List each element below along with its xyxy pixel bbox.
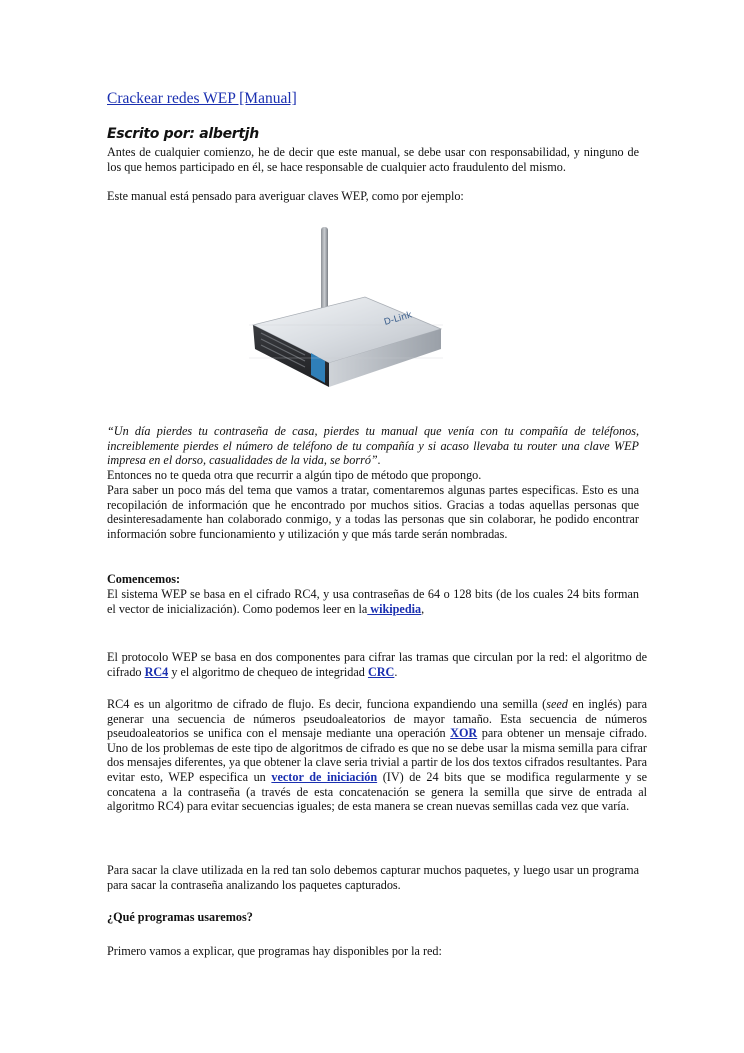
programs-heading: ¿Qué programas usaremos? <box>107 910 253 924</box>
topic-paragraph: Para saber un poco más del tema que vamos a tratar, comentaremos algunas partes especificas. Esto es una recopilación de información que he encontrado por muchos sitios. Gracias a todas aquellas personas que desinteresadamente han colaborado conmigo, y a todas las personas que sin colaborar, he podido encontrar información sobre funcionamiento y utilización y que más tarde serán nombradas. <box>107 483 639 541</box>
protocol-text-2: y el algoritmo de chequeo de integridad <box>168 664 368 679</box>
comencemos-text: El sistema WEP se basa en el cifrado RC4, y usa contraseñas de 64 o 128 bits (de los cuales 24 bits forman el vector de inicialización). Como podemos leer en la <box>107 587 639 616</box>
router-image <box>245 225 445 395</box>
capture-paragraph: Para sacar la clave utilizada en la red tan solo debemos capturar muchos paquetes, y luego usar un programa para sacar la contraseña analizando los paquetes capturados. <box>107 863 639 892</box>
intro-paragraph-2: Este manual está pensado para averiguar claves WEP, como por ejemplo: <box>107 189 464 203</box>
rc4-text-3: para obtener un mensaje cifrado. Uno de los problemas de este tipo de algoritmos de cifrado es que no se debe usar la misma semilla para cifrar dos mensajes diferentes, ya que obtener la clave seria trivial a partir de los dos textos cifrados resultantes. Para evitar esto, WEP especifica un <box>107 726 647 784</box>
rc4-paragraph <box>107 697 647 814</box>
comencemos-after: , <box>421 601 425 616</box>
intro-paragraph-1: Antes de cualquier comienzo, he de decir que este manual, se debe usar con responsabilidad, y ninguno de los que hemos participado en él, se hace responsable de cualquier acto fraudulento del mismo. <box>107 145 639 174</box>
comencemos-paragraph <box>107 587 639 616</box>
protocol-text-3: . <box>394 664 398 679</box>
rc4-text-4: (IV) de 24 bits que se modifica regularmente y se concatena a la contraseña (a través de esta concatenación se genera la semilla que sirve de entrada al algoritmo RC4) para evitar secuencias iguales; de esta manera se crean nuevas semillas cada vez que varía. <box>107 769 647 814</box>
wikipedia-link[interactable]: wikipedia <box>367 601 422 616</box>
method-paragraph: Entonces no te queda otra que recurrir a algún tipo de método que propongo. <box>107 468 482 482</box>
vector-iniciacion-link[interactable]: vector de iniciación <box>271 769 378 784</box>
protocol-text-1: El protocolo WEP se basa en dos componentes para cifrar las tramas que circulan por la red: el algoritmo de cifrado <box>107 650 647 679</box>
xor-link[interactable]: XOR <box>450 726 478 741</box>
antenna-shape <box>321 227 328 319</box>
author-line: Escrito por: albertjh <box>107 126 259 142</box>
page-title[interactable]: Crackear redes WEP [Manual] <box>107 90 297 107</box>
rc4-link[interactable]: RC4 <box>144 664 169 679</box>
rc4-text-2: en inglés) para generar una secuencia de números pseudoaleatorios de mayor tamaño. Esta secuencia de números pseudoaleatorios se unifica con el mensaje mediante una operación <box>107 697 647 741</box>
router-brand-label: D-Link <box>383 310 414 328</box>
quote-paragraph: “Un día pierdes tu contraseña de casa, pierdes tu manual que venía con tu compañía de teléfonos, increiblemente pierdes el número de teléfono de tu compañía y si acaso llevaba tu router una clave WEP impresa en el dorso, casualidades de la vida, se borró”. <box>107 424 639 468</box>
rc4-text-1: RC4 es un algoritmo de cifrado de flujo. Es decir, funciona expandiendo una semilla ( <box>107 697 547 711</box>
programs-intro: Primero vamos a explicar, que programas hay disponibles por la red: <box>107 944 442 958</box>
protocol-paragraph <box>107 650 647 679</box>
crc-link[interactable]: CRC <box>367 664 395 679</box>
comencemos-heading: Comencemos: <box>107 572 181 586</box>
seed-term: seed <box>546 697 568 711</box>
